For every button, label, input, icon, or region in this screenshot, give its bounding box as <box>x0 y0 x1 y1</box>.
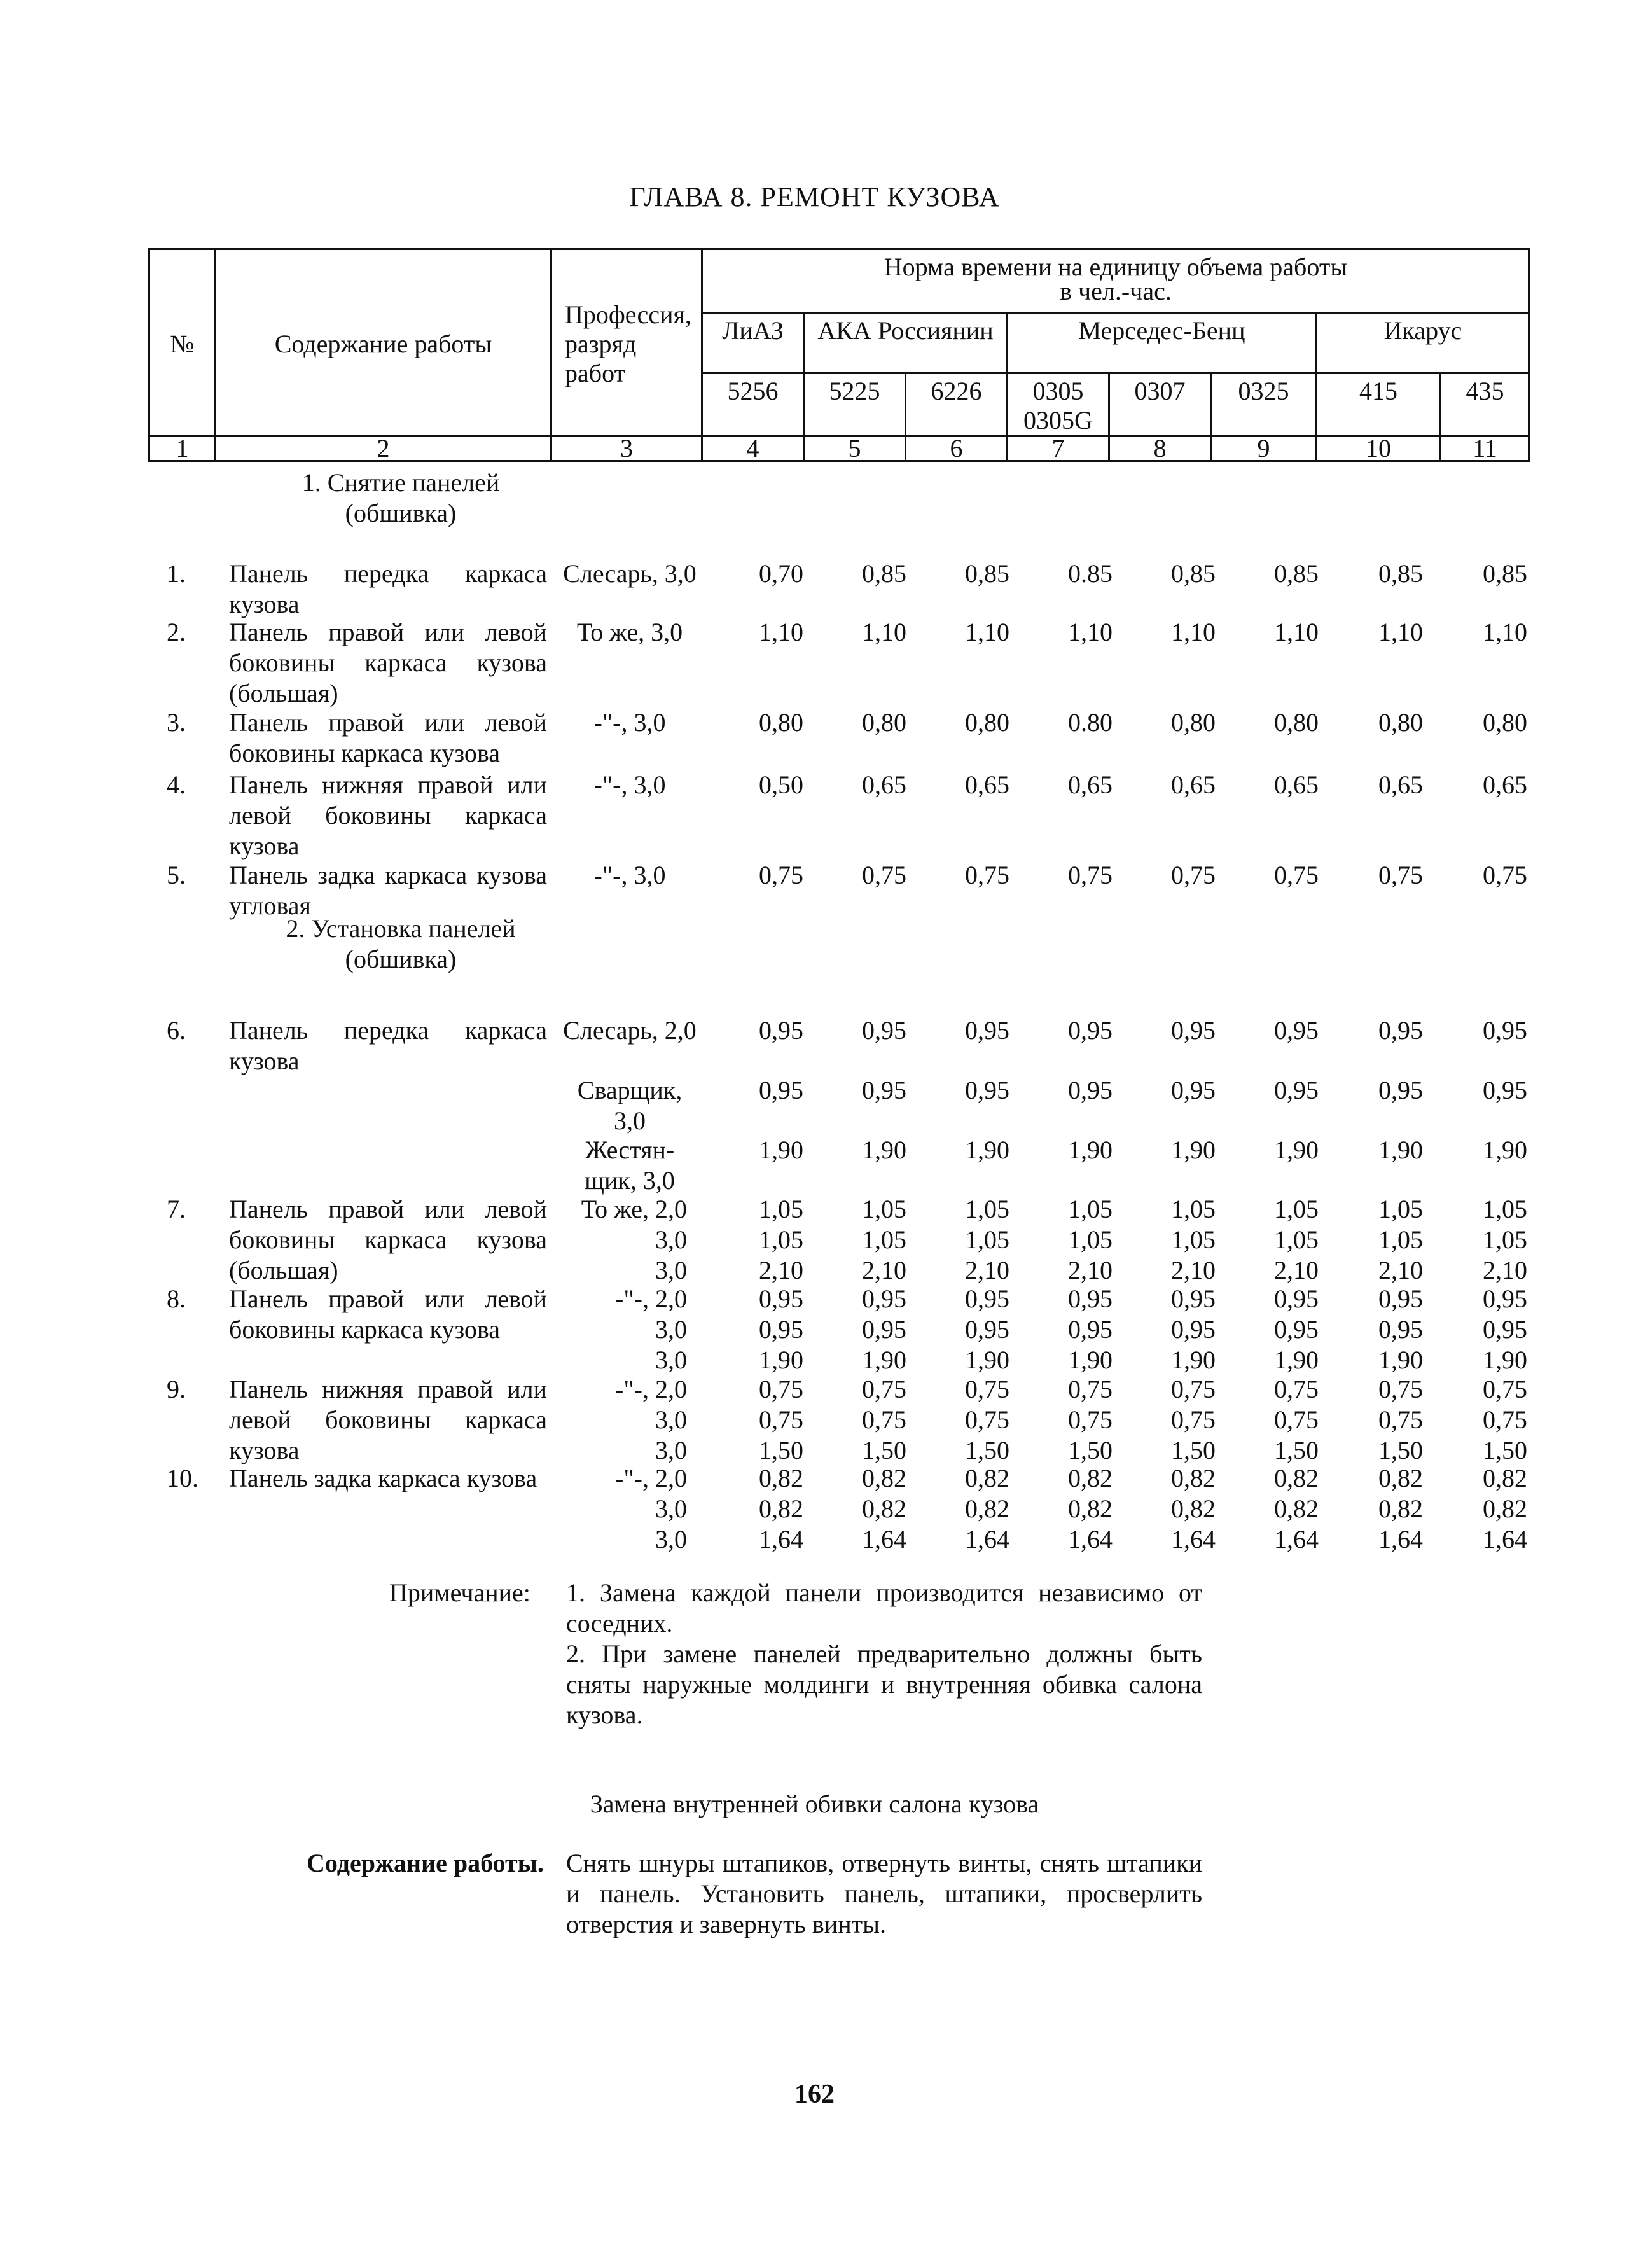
col-number: 1 <box>149 436 216 461</box>
header-profession: Профессия, разряд работ <box>551 249 702 436</box>
value-cell: 1,05 <box>1274 1195 1319 1223</box>
value-cell: 0,95 <box>1378 1284 1423 1313</box>
value-cell: 1,10 <box>1171 618 1216 646</box>
row-work: Панель правой или левой боковины каркаса кузова <box>229 708 547 767</box>
value-cell: 1,90 <box>1483 1346 1527 1374</box>
value-cell: 1,64 <box>1378 1525 1423 1554</box>
value-cell: 1,05 <box>862 1225 906 1254</box>
value-cell: 1,64 <box>965 1525 1009 1554</box>
col-number: 4 <box>702 436 804 461</box>
row-profession: -"-, 3,0 <box>593 770 666 799</box>
col-number: 11 <box>1441 436 1530 461</box>
row-number: 9. <box>167 1375 186 1403</box>
value-cell: 1,50 <box>1378 1436 1423 1464</box>
value-cell: 0,80 <box>1378 708 1423 737</box>
value-cell: 0,82 <box>862 1494 906 1523</box>
value-cell: 1,90 <box>965 1346 1009 1374</box>
value-cell: 1,05 <box>1274 1225 1319 1254</box>
content-label: Содержание работы. <box>307 1849 544 1877</box>
value-cell: 0,85 <box>1274 559 1319 588</box>
value-cell: 1,90 <box>1274 1346 1319 1374</box>
model-cell: 5225 <box>804 373 906 436</box>
value-cell: 1,64 <box>1068 1525 1113 1554</box>
row-profession: -"-, 2,0 <box>615 1375 687 1403</box>
value-cell: 1,90 <box>965 1136 1009 1164</box>
value-cell: 1,50 <box>1171 1436 1216 1464</box>
value-cell: 0,85 <box>862 559 906 588</box>
row-profession: Слесарь, 3,0 <box>563 559 697 588</box>
value-cell: 0,95 <box>862 1016 906 1045</box>
value-cell: 0,75 <box>759 861 803 889</box>
value-cell: 0,95 <box>1378 1315 1423 1344</box>
value-cell: 2,10 <box>1378 1256 1423 1284</box>
header-norm-line2: в чел.-час. <box>1060 277 1172 305</box>
value-cell: 1,05 <box>759 1225 803 1254</box>
row-profession: 3,0 <box>655 1256 687 1284</box>
row-number: 3. <box>167 708 186 737</box>
value-cell: 0,95 <box>1171 1315 1216 1344</box>
value-cell: 1,50 <box>862 1436 906 1464</box>
col-number: 7 <box>1008 436 1109 461</box>
value-cell: 1,50 <box>1068 1436 1113 1464</box>
row-number: 2. <box>167 618 186 646</box>
section-title: 1. Снятие панелей <box>302 468 500 497</box>
value-cell: 0,85 <box>965 559 1009 588</box>
row-profession: Жестян-щик, 3,0 <box>585 1136 675 1195</box>
value-cell: 1,10 <box>759 618 803 646</box>
header-norm-line1: Норма времени на единицу объема работы <box>884 253 1348 281</box>
value-cell: 0,95 <box>1274 1315 1319 1344</box>
value-cell: 0,75 <box>1378 861 1423 889</box>
value-cell: 0,65 <box>1483 770 1527 799</box>
value-cell: 1,64 <box>1483 1525 1527 1554</box>
value-cell: 0,95 <box>759 1284 803 1313</box>
model-cell: 0307 <box>1109 373 1211 436</box>
value-cell: 0,85 <box>1171 559 1216 588</box>
row-number: 4. <box>167 770 186 799</box>
row-profession: 3,0 <box>655 1315 687 1344</box>
value-cell: 0,75 <box>965 1375 1009 1403</box>
value-cell: 0,75 <box>759 1405 803 1434</box>
value-cell: 0,82 <box>759 1464 803 1492</box>
value-cell: 0,80 <box>759 708 803 737</box>
value-cell: 1,05 <box>1171 1225 1216 1254</box>
brand-mercedes: Мерседес-Бенц <box>1008 313 1317 373</box>
row-profession: 3,0 <box>655 1225 687 1254</box>
value-cell: 1,64 <box>759 1525 803 1554</box>
value-cell: 1,50 <box>1483 1436 1527 1464</box>
page-title: ГЛАВА 8. РЕМОНТ КУЗОВА <box>629 181 1000 212</box>
value-cell: 0,80 <box>862 708 906 737</box>
row-profession: 3,0 <box>655 1525 687 1554</box>
value-cell: 0,75 <box>1483 1375 1527 1403</box>
value-cell: 0,75 <box>1378 1405 1423 1434</box>
value-cell: 0,82 <box>1274 1464 1319 1492</box>
value-cell: 1,05 <box>1171 1195 1216 1223</box>
value-cell: 1,10 <box>1378 618 1423 646</box>
value-cell: 0,95 <box>1068 1076 1113 1104</box>
value-cell: 0,85 <box>1483 559 1527 588</box>
value-cell: 1,10 <box>1274 618 1319 646</box>
content-text: Снять шнуры штапиков, отвернуть винты, снять штапики и панель. Установить панель, штапики, просверлить отверстия и завернуть винты. <box>566 1849 1202 1938</box>
value-cell: 0,95 <box>1171 1016 1216 1045</box>
value-cell: 0,95 <box>862 1076 906 1104</box>
value-cell: 0,75 <box>1068 1375 1113 1403</box>
value-cell: 1,50 <box>1274 1436 1319 1464</box>
row-work: Панель правой или левой боковины каркаса кузова (большая) <box>229 618 547 707</box>
value-cell: 1,50 <box>759 1436 803 1464</box>
row-number: 7. <box>167 1195 186 1223</box>
value-cell: 0,75 <box>1068 861 1113 889</box>
value-cell: 0,75 <box>862 1405 906 1434</box>
value-cell: 1,90 <box>862 1136 906 1164</box>
value-cell: 0,95 <box>759 1315 803 1344</box>
value-cell: 0,65 <box>1171 770 1216 799</box>
note-label: Примечание: <box>389 1578 530 1607</box>
value-cell: 1,90 <box>1068 1136 1113 1164</box>
value-cell: 0,80 <box>1171 708 1216 737</box>
value-cell: 0,95 <box>1068 1016 1113 1045</box>
value-cell: 0,82 <box>1483 1494 1527 1523</box>
row-number: 1. <box>167 559 186 588</box>
value-cell: 0,75 <box>965 861 1009 889</box>
value-cell: 1,05 <box>1483 1195 1527 1223</box>
section-subtitle-heading: Замена внутренней обивки салона кузова <box>590 1790 1039 1818</box>
row-work: Панель задка каркаса кузова угловая <box>229 861 547 920</box>
row-work: Панель правой или левой боковины каркаса кузова (большая) <box>229 1195 547 1284</box>
value-cell: 1,05 <box>965 1195 1009 1223</box>
value-cell: 0,95 <box>1378 1016 1423 1045</box>
row-profession: -"-, 2,0 <box>615 1284 687 1313</box>
row-number: 5. <box>167 861 186 889</box>
value-cell: 2,10 <box>1068 1256 1113 1284</box>
value-cell: 0,95 <box>1274 1076 1319 1104</box>
value-cell: 1,90 <box>862 1346 906 1374</box>
note-item: 1. Замена каждой панели производится независимо от соседних. <box>566 1578 1202 1638</box>
value-cell: 0,95 <box>1274 1016 1319 1045</box>
value-cell: 0,75 <box>965 1405 1009 1434</box>
value-cell: 1,10 <box>1483 618 1527 646</box>
value-cell: 0,65 <box>1068 770 1113 799</box>
section-heading <box>242 914 560 975</box>
col-number: 9 <box>1211 436 1317 461</box>
row-profession: -"-, 3,0 <box>593 861 666 889</box>
value-cell: 1,05 <box>1378 1225 1423 1254</box>
value-cell: 2,10 <box>1171 1256 1216 1284</box>
value-cell: 0,75 <box>1274 1405 1319 1434</box>
value-cell: 0,75 <box>1483 1405 1527 1434</box>
note-item: 2. При замене панелей предварительно должны быть сняты наружные молдинги и внутренняя обивка салона кузова. <box>566 1639 1202 1729</box>
value-cell: 0,75 <box>1171 1375 1216 1403</box>
value-cell: 0,95 <box>1378 1076 1423 1104</box>
value-cell: 1,05 <box>1068 1195 1113 1223</box>
value-cell: 1,05 <box>1068 1225 1113 1254</box>
row-number: 6. <box>167 1016 186 1045</box>
value-cell: 0,82 <box>1171 1494 1216 1523</box>
row-profession: То же, 2,0 <box>581 1195 687 1223</box>
value-cell: 0,75 <box>862 1375 906 1403</box>
row-profession: То же, 3,0 <box>576 618 683 646</box>
value-cell: 0,75 <box>1068 1405 1113 1434</box>
value-cell: 1,90 <box>1378 1346 1423 1374</box>
model-cell: 435 <box>1441 373 1530 436</box>
value-cell: 0,82 <box>965 1464 1009 1492</box>
row-number: 10. <box>167 1464 198 1492</box>
row-work: Панель нижняя правой или левой боковины каркаса кузова <box>229 1375 547 1464</box>
value-cell: 2,10 <box>1274 1256 1319 1284</box>
value-cell: 1,05 <box>1378 1195 1423 1223</box>
value-cell: 0,80 <box>1274 708 1319 737</box>
value-cell: 0,75 <box>1274 861 1319 889</box>
value-cell: 1,05 <box>1483 1225 1527 1254</box>
value-cell: 1,90 <box>1068 1346 1113 1374</box>
value-cell: 1,64 <box>1274 1525 1319 1554</box>
model-cell: 415 <box>1317 373 1441 436</box>
section-heading <box>242 468 560 529</box>
value-cell: 0,70 <box>759 559 803 588</box>
value-cell: 0,95 <box>965 1076 1009 1104</box>
row-work: Панель задка каркаса кузова <box>229 1464 537 1492</box>
value-cell: 1,90 <box>1483 1136 1527 1164</box>
value-cell: 1,90 <box>1171 1136 1216 1164</box>
row-number: 8. <box>167 1284 186 1313</box>
header-num: № <box>149 249 216 436</box>
value-cell: 1,90 <box>759 1136 803 1164</box>
row-profession: Сварщик, 3,0 <box>577 1076 683 1135</box>
value-cell: 0,75 <box>1483 861 1527 889</box>
value-cell: 0,95 <box>759 1076 803 1104</box>
value-cell: 1,90 <box>1171 1346 1216 1374</box>
value-cell: 0,82 <box>1068 1494 1113 1523</box>
value-cell: 2,10 <box>965 1256 1009 1284</box>
row-profession: -"-, 2,0 <box>615 1464 687 1492</box>
value-cell: 0.85 <box>1068 559 1113 588</box>
value-cell: 1,50 <box>965 1436 1009 1464</box>
value-cell: 0,50 <box>759 770 803 799</box>
model-cell: 0305 0305G <box>1008 373 1109 436</box>
value-cell: 0,85 <box>1378 559 1423 588</box>
brand-liaz: ЛиАЗ <box>702 313 804 373</box>
value-cell: 0,95 <box>1068 1284 1113 1313</box>
value-cell: 0,95 <box>1274 1284 1319 1313</box>
value-cell: 0,95 <box>759 1016 803 1045</box>
section-subtitle: (обшивка) <box>345 945 457 973</box>
row-work: Панель передка каркаса кузова <box>229 559 547 618</box>
value-cell: 0,75 <box>1274 1375 1319 1403</box>
value-cell: 0,82 <box>759 1494 803 1523</box>
value-cell: 0,75 <box>862 861 906 889</box>
value-cell: 0,65 <box>862 770 906 799</box>
brand-ikarus: Икарус <box>1317 313 1530 373</box>
row-work: Панель передка каркаса кузова <box>229 1016 547 1075</box>
header-work: Содержание работы <box>216 249 551 436</box>
value-cell: 0,82 <box>1171 1464 1216 1492</box>
value-cell: 0,82 <box>862 1464 906 1492</box>
value-cell: 1,05 <box>862 1195 906 1223</box>
value-cell: 2,10 <box>759 1256 803 1284</box>
brand-aka: АКА Россиянин <box>804 313 1008 373</box>
value-cell: 0,95 <box>965 1315 1009 1344</box>
value-cell: 1,10 <box>965 618 1009 646</box>
value-cell: 0,82 <box>1068 1464 1113 1492</box>
value-cell: 0,65 <box>965 770 1009 799</box>
value-cell: 1,10 <box>1068 618 1113 646</box>
page-number: 162 <box>794 2080 835 2109</box>
col-number: 6 <box>906 436 1008 461</box>
value-cell: 1,90 <box>1378 1136 1423 1164</box>
value-cell: 1,05 <box>759 1195 803 1223</box>
value-cell: 0,95 <box>1483 1016 1527 1045</box>
value-cell: 1,90 <box>759 1346 803 1374</box>
row-profession: 3,0 <box>655 1346 687 1374</box>
value-cell: 0,95 <box>1483 1284 1527 1313</box>
value-cell: 0,75 <box>759 1375 803 1403</box>
col-number: 10 <box>1317 436 1441 461</box>
row-profession: 3,0 <box>655 1494 687 1523</box>
value-cell: 0,95 <box>862 1284 906 1313</box>
value-cell: 2,10 <box>1483 1256 1527 1284</box>
value-cell: 0,95 <box>1483 1315 1527 1344</box>
row-profession: 3,0 <box>655 1436 687 1464</box>
value-cell: 0,95 <box>1483 1076 1527 1104</box>
value-cell: 0,95 <box>862 1315 906 1344</box>
header-norm <box>702 249 1530 313</box>
model-cell: 6226 <box>906 373 1008 436</box>
value-cell: 0,65 <box>1274 770 1319 799</box>
value-cell: 0,75 <box>1378 1375 1423 1403</box>
section-subtitle: (обшивка) <box>345 499 457 527</box>
model-cell: 0325 <box>1211 373 1317 436</box>
value-cell: 1,05 <box>965 1225 1009 1254</box>
row-work: Панель правой или левой боковины каркаса кузова <box>229 1284 547 1344</box>
value-cell: 1,90 <box>1274 1136 1319 1164</box>
value-cell: 0,75 <box>1171 861 1216 889</box>
model-cell: 5256 <box>702 373 804 436</box>
col-number: 3 <box>551 436 702 461</box>
row-profession: -"-, 3,0 <box>593 708 666 737</box>
value-cell: 0,80 <box>1483 708 1527 737</box>
value-cell: 0,95 <box>1171 1076 1216 1104</box>
value-cell: 0,82 <box>965 1494 1009 1523</box>
value-cell: 1,64 <box>1171 1525 1216 1554</box>
value-cell: 1,64 <box>862 1525 906 1554</box>
value-cell: 0,82 <box>1378 1464 1423 1492</box>
value-cell: 0,82 <box>1274 1494 1319 1523</box>
value-cell: 2,10 <box>862 1256 906 1284</box>
row-work: Панель нижняя правой или левой боковины каркаса кузова <box>229 770 547 860</box>
row-profession: Слесарь, 2,0 <box>563 1016 697 1045</box>
value-cell: 0,65 <box>1378 770 1423 799</box>
section-title: 2. Установка панелей <box>286 914 516 943</box>
col-number: 2 <box>216 436 551 461</box>
col-number: 5 <box>804 436 906 461</box>
row-profession: 3,0 <box>655 1405 687 1434</box>
col-number: 8 <box>1109 436 1211 461</box>
value-cell: 0,95 <box>965 1016 1009 1045</box>
value-cell: 0,95 <box>1171 1284 1216 1313</box>
value-cell: 0,95 <box>965 1284 1009 1313</box>
value-cell: 1,10 <box>862 618 906 646</box>
value-cell: 0,80 <box>965 708 1009 737</box>
table-header <box>148 248 1530 462</box>
value-cell: 0,82 <box>1483 1464 1527 1492</box>
value-cell: 0,95 <box>1068 1315 1113 1344</box>
value-cell: 0,82 <box>1378 1494 1423 1523</box>
value-cell: 0.80 <box>1068 708 1113 737</box>
value-cell: 0,75 <box>1171 1405 1216 1434</box>
